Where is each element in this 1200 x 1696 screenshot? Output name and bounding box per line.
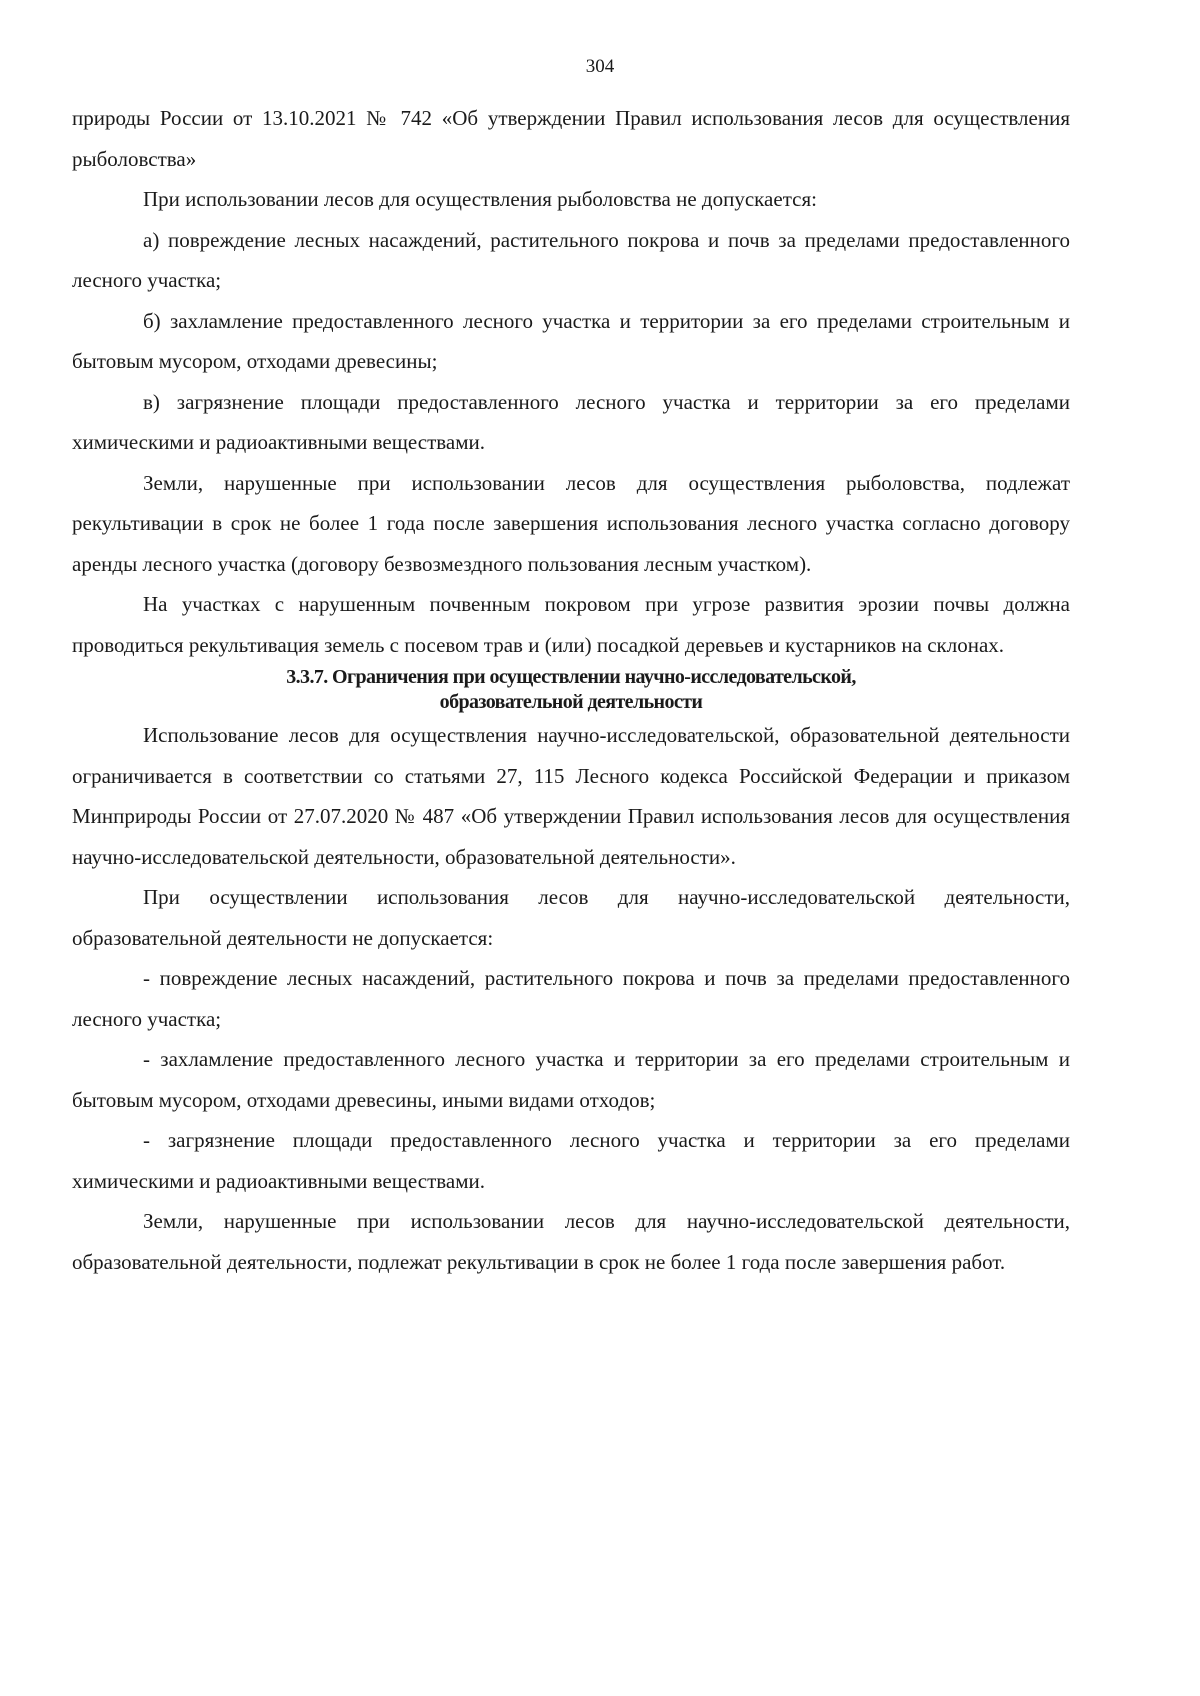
section-heading-line-1: 3.3.7. Ограничения при осуществлении научно-исследовательской,	[286, 666, 856, 688]
paragraph-continuation: природы России от 13.10.2021 № 742 «Об утверждении Правил использования лесов для осуществления рыболовства»	[72, 106, 1070, 171]
list-item: б) захламление предоставленного лесного участка и территории за его пределами строительным и бытовым мусором, отходами древесины;	[72, 308, 1070, 373]
list-item: - захламление предоставленного лесного участка и территории за его пределами строительным и бытовым мусором, отходами древесины, иными видами отходов;	[72, 1047, 1070, 1112]
document-body	[72, 98, 1070, 1282]
list-item: а) повреждение лесных насаждений, растительного покрова и почв за пределами предоставленного лесного участка;	[72, 227, 1070, 292]
paragraph: На участках с нарушенным почвенным покровом при угрозе развития эрозии почвы должна проводиться рекультивация земель с посевом трав и (или) посадкой деревьев и кустарников на склонах.	[72, 592, 1070, 657]
paragraph: Земли, нарушенные при использовании лесов для научно-исследовательской деятельности, образовательной деятельности, подлежат рекультивации в срок не более 1 года после завершения работ.	[72, 1209, 1070, 1274]
section-heading-line-2: образовательной деятельности	[439, 691, 703, 713]
list-item: в) загрязнение площади предоставленного лесного участка и территории за его пределами химическими и радиоактивными веществами.	[72, 389, 1070, 454]
paragraph: При осуществлении использования лесов для научно-исследовательской деятельности, образовательной деятельности не допускается:	[72, 885, 1070, 950]
list-item: - загрязнение площади предоставленного лесного участка и территории за его пределами химическими и радиоактивными веществами.	[72, 1128, 1070, 1193]
paragraph: При использовании лесов для осуществления рыболовства не допускается:	[143, 187, 817, 211]
paragraph: Использование лесов для осуществления научно-исследовательской, образовательной деятельности ограничивается в соответствии со статьями 27, 115 Лесного кодекса Российской Федерации и приказом Минприроды России от 27.07.2020 № 487 «Об утверждении Правил использования лесов для осуществления научно-исследовательской деятельности, образовательной деятельности».	[72, 723, 1070, 869]
paragraph: Земли, нарушенные при использовании лесов для осуществления рыболовства, подлежат рекультивации в срок не более 1 года после завершения использования лесного участка согласно договору аренды лесного участка (договору безвозмездного пользования лесным участком).	[72, 470, 1070, 576]
section-heading	[72, 665, 1070, 715]
page-number: 304	[585, 56, 615, 77]
list-item: - повреждение лесных насаждений, растительного покрова и почв за пределами предоставленного лесного участка;	[72, 966, 1070, 1031]
